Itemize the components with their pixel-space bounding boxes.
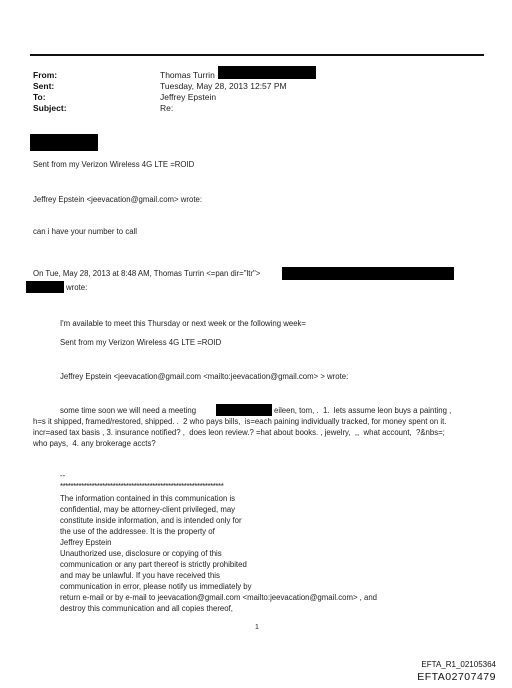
meeting-para-line-2: h=s it shipped, framed/restored, shipped. . 2 who pays bills, is=each paining individually tracked, for money spent on it.	[33, 417, 447, 426]
sent-from-line-2: Sent from my Verizon Wireless 4G LTE =ROID	[60, 338, 222, 347]
disclaimer-line: communication or any part thereof is strictly prohibited	[60, 560, 247, 569]
disclaimer-line: Jeffrey Epstein	[60, 538, 112, 547]
meeting-para-line-4: who pays, 4. any brokerage accts?	[33, 439, 156, 448]
sent-value: Tuesday, May 28, 2013 12:57 PM	[160, 81, 287, 91]
epstein-wrote-line-1: Jeffrey Epstein <jeevacation@gmail.com> wrote:	[33, 195, 202, 204]
redaction-turrin-email	[282, 267, 454, 280]
redaction-email-continued	[26, 281, 64, 293]
meeting-para-cont: eileen, tom, . 1. lets assume leon buys a painting ,	[274, 406, 452, 415]
wrote-line: wrote:	[66, 283, 88, 292]
to-label: To:	[33, 92, 46, 102]
epstein-wrote-line-2: Jeffrey Epstein <jeevacation@gmail.com <mailto:jeevacation@gmail.com> > wrote:	[60, 372, 349, 381]
efta-id-small: EFTA_R1_02105364	[421, 660, 496, 669]
to-value: Jeffrey Epstein	[160, 92, 217, 102]
disclaimer-line: the use of the addressee. It is the property of	[60, 527, 215, 536]
disclaimer-stars: **************************************************************	[60, 482, 224, 491]
disclaimer-line: constitute inside information, and is intended only for	[60, 516, 242, 525]
signature-dashes: --	[60, 471, 66, 480]
header-rule	[30, 54, 484, 56]
subject-value: Re:	[160, 103, 174, 113]
available-line: I'm available to meet this Thursday or next week or the following week=	[60, 319, 306, 328]
disclaimer-line: return e-mail or by e-mail to jeevacation@gmail.com <mailto:jeevacation@gmail.com> , and	[60, 593, 378, 602]
disclaimer-line: destroy this communication and all copies thereof,	[60, 604, 233, 613]
meeting-para-line-3: incr=ased tax basis , 3. insurance notified? , does leon review.? =hat about books. , jewelry, ,, what account, ?&nbs=;	[33, 428, 445, 437]
disclaimer-line: confidential, may be attorney-client privileged, may	[60, 505, 236, 514]
from-label: From:	[33, 70, 58, 80]
subject-label: Subject:	[33, 103, 67, 113]
efta-id-large: EFTA02707479	[417, 671, 496, 683]
on-tue-line: On Tue, May 28, 2013 at 8:48 AM, Thomas Turrin <=pan dir="ltr">	[33, 269, 261, 278]
request-number-line: can i have your number to call	[33, 227, 138, 236]
disclaimer-line: and may be unlawful. If you have received this	[60, 571, 220, 580]
disclaimer-line: Unauthorized use, disclosure or copying of this	[60, 549, 222, 558]
from-value: Thomas Turrin	[160, 70, 215, 80]
page-number: 1	[255, 624, 259, 631]
disclaimer-line: The information contained in this communication is	[60, 494, 236, 503]
redaction-from-email	[218, 66, 316, 79]
meeting-para-start: some time soon we will need a meeting	[60, 406, 197, 415]
sent-from-line-1: Sent from my Verizon Wireless 4G LTE =ROID	[33, 160, 195, 169]
redaction-body-top	[30, 134, 98, 151]
disclaimer-line: communication in error, please notify us immediately by	[60, 582, 252, 591]
sent-label: Sent:	[33, 81, 55, 91]
redaction-meeting-attendee	[216, 404, 272, 416]
